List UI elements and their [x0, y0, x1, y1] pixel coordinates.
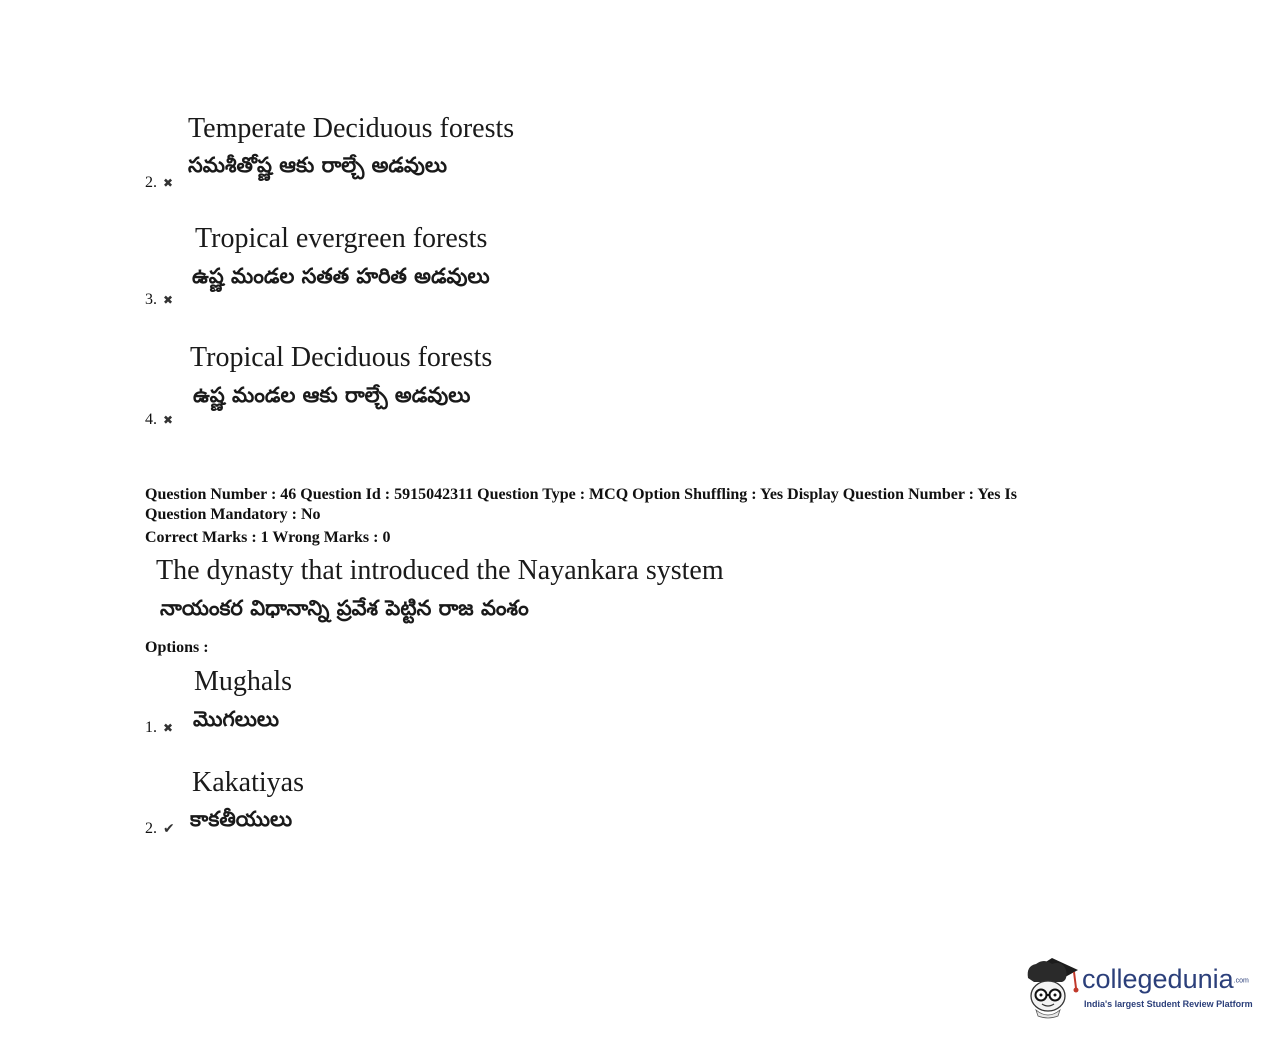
option-text-en: Mughals	[194, 666, 292, 697]
option-text-te: ఉష్ణ మండల ఆకు రాల్చే అడవులు	[193, 383, 471, 407]
cross-icon: ✖	[163, 176, 174, 190]
options-label: Options :	[145, 639, 209, 656]
mascot-icon	[1022, 950, 1082, 1020]
option-number	[145, 820, 175, 838]
collegedunia-logo	[1022, 950, 1252, 1022]
question-text-en: The dynasty that introduced the Nayankara system	[156, 555, 724, 586]
option-text-te: ఉష్ణ మండల సతత హరిత అడవులు	[192, 264, 490, 288]
option-text-en: Tropical evergreen forests	[195, 223, 488, 254]
option-text-en: Kakatiyas	[192, 767, 304, 798]
question-marks: Correct Marks : 1 Wrong Marks : 0	[145, 529, 391, 546]
question-meta-line1: Question Number : 46 Question Id : 5915042311 Question Type : MCQ Option Shuffling : Yes Display Question Number : Yes Is	[145, 486, 1017, 503]
option-text-te: సమశీతోష్ణ ఆకు రాల్చే అడవులు	[188, 153, 448, 177]
option-text-te: కాకతీయులు	[190, 807, 293, 831]
option-text-en: Temperate Deciduous forests	[188, 113, 515, 144]
option-text-en: Tropical Deciduous forests	[190, 342, 493, 373]
option-number-label: 4.	[145, 411, 157, 428]
logo-tagline: India's largest Student Review Platform	[1084, 999, 1253, 1009]
check-icon: ✔	[163, 821, 175, 837]
logo-brand-text	[1082, 964, 1249, 995]
option-number-label: 2.	[145, 820, 157, 837]
cross-icon: ✖	[163, 413, 174, 427]
cross-icon: ✖	[163, 293, 174, 307]
option-number	[145, 719, 173, 737]
option-number-label: 3.	[145, 291, 157, 308]
question-text-te: నాయంకర విధానాన్ని ప్రవేశ పెట్టిన రాజ వంశం	[160, 596, 529, 620]
cross-icon: ✖	[163, 721, 174, 735]
option-number	[145, 174, 173, 192]
logo-suffix: .com	[1233, 977, 1249, 985]
question-meta	[145, 485, 1145, 525]
option-number	[145, 291, 173, 309]
option-number	[145, 411, 173, 429]
option-number-label: 1.	[145, 719, 157, 736]
option-text-te: మొగలులు	[193, 707, 280, 731]
logo-brand: collegedunia	[1082, 964, 1234, 994]
option-number-label: 2.	[145, 174, 157, 191]
question-meta-line2: Question Mandatory : No	[145, 506, 321, 523]
